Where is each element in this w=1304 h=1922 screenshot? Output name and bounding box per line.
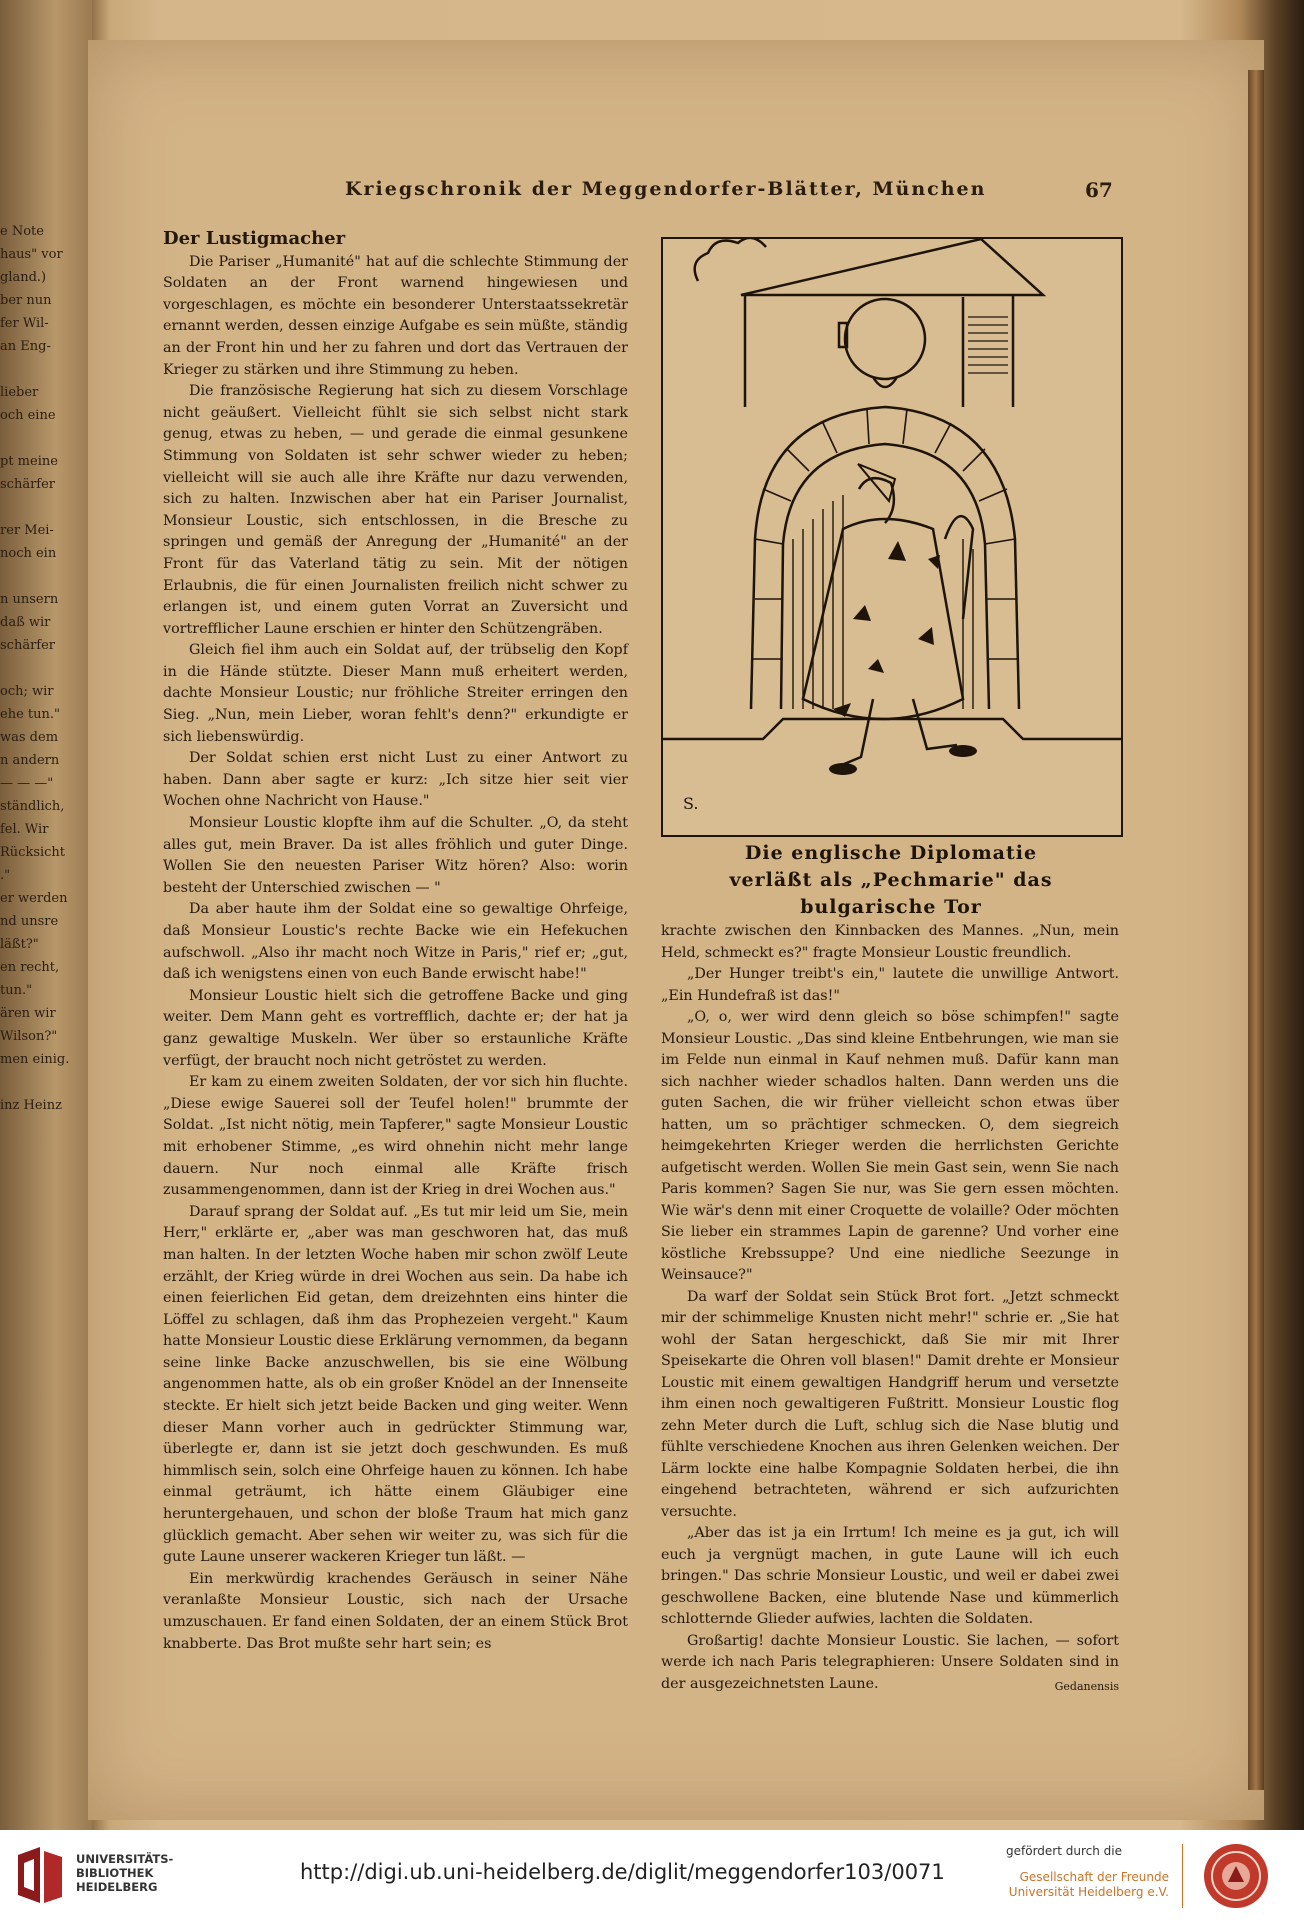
page-header: Kriegschronik der Meggendorfer-Blätter, München [345,178,987,200]
left-page-text-fragment: lieber [0,385,39,400]
cartoon-drawing [663,239,1121,835]
left-page-text-fragment: inz Heinz [0,1098,62,1113]
artist-mark: S. [683,794,699,813]
left-page-text-fragment: haus" vor [0,247,63,262]
article-title: Der Lustigmacher [163,228,346,249]
article-left-column [163,228,628,1655]
cartoon-illustration [661,237,1123,837]
left-page-text-fragment: schärfer [0,638,56,653]
society-name-line: Universität Heidelberg e.V. [1008,1885,1169,1899]
article-paragraph: Die Pariser „Humanité" hat auf die schlechte Stimmung der Soldaten an der Front warnend hingewiesen und vorgeschlagen, es möchte ein besonderer Unterstaatssekretär ernannt werden, dessen einzige Aufgabe es sein müßte, ständig an der Front hin und her zu fahren und dort das Vertrauen der Krieger zu stärken und ihre Stimmung zu heben. [163,253,628,378]
left-page-text-fragment: er werden [0,891,68,906]
left-page-text-fragment: nd unsre [0,914,59,929]
left-page-text-fragment: och; wir [0,684,54,699]
article-paragraph: krachte zwischen den Kinnbacken des Mannes. „Nun, mein Held, schmeckt es?" fragte Monsieur Loustic freundlich. [661,923,1119,961]
article-paragraph: Der Soldat schien erst nicht Lust zu einer Antwort zu haben. Dann aber sagte er kurz: „Ich sitze hier seit vier Wochen ohne Nachricht von Hause." [163,750,628,810]
left-page-text-fragment: daß wir [0,615,51,630]
page-number: 67 [1085,178,1113,202]
left-page-text-fragment: gland.) [0,270,47,285]
article-paragraph: Da warf der Soldat sein Stück Brot fort. „Jetzt schmeckt mir der schimmelige Knusten nicht mehr!" schrie er. „Sie hat wohl der Satan hergeschickt, daß Sie mir mit Ihrer Speisekarte die Ohren voll blasen!" Damit drehte er Monsieur Loustic mit einem gewaltigen Handgriff herum und versetzte ihm einen noch gewaltigeren Fußtritt. Monsieur Loustic flog zehn Meter durch die Luft, schlug sich die Nase blutig und fühlte verschiedene Knochen aus ihren Gelenken weichen. Der Lärm lockte eine halbe Kompagnie Soldaten herbei, die ihn eingehend betrachteten, während er sich aufzurichten versuchte. [661,1288,1119,1520]
society-name-line: Gesellschaft der Freunde [1019,1870,1169,1884]
article-paragraph [661,1631,1119,1696]
author-signature: Gedanensis [1054,1679,1119,1693]
library-name-line: HEIDELBERG [76,1880,158,1894]
article-paragraph: Monsieur Loustic hielt sich die getroffene Backe und ging weiter. Dem Mann geht es vortrefflich, dachte er; der hat ja ganz gewaltige Muskeln. Wer über so erstaunliche Kräfte verfügt, der braucht noch nicht getröstet zu werden. [163,987,628,1069]
article-paragraph: Monsieur Loustic klopfte ihm auf die Schulter. „O, da steht alles gut, mein Braver. Da ist alles fröhlich und guter Dinge. Wollen Sie den neuesten Pariser Witz hören? Also: worin besteht der Unterschied zwischen — " [163,815,628,896]
left-page-text-fragment: Rücksicht [0,845,66,860]
article-paragraph-text: Großartig! dachte Monsieur Loustic. Sie lachen, — sofort werde ich nach Paris telegraphieren: Unsere Soldaten sind in der ausgezeichnetsten Laune. [661,1632,1119,1692]
left-page-text-fragment: ären wir [0,1006,56,1021]
permalink-url[interactable]: http://digi.ub.uni-heidelberg.de/diglit/meggendorfer103/0071 [300,1860,945,1884]
left-page-text-fragment: läßt?" [0,937,39,952]
left-page-text-fragment: ständlich, [0,799,65,814]
article-paragraph: Er kam zu einem zweiten Soldaten, der vor sich hin fluchte. „Diese ewige Sauerei soll der Teufel holen!" brummte der Soldat. „Ist nicht nötig, mein Tapferer," sagte Monsieur Loustic mit erhobener Stimme, „es wird ohnehin nicht mehr lange dauern. Nur noch einmal alle Kräfte frisch zusammengenommen, dann ist der Krieg in drei Wochen aus." [163,1074,628,1199]
left-page-text-fragment: rer Mei- [0,523,54,538]
society-name [984,1870,1169,1900]
library-footer [0,1830,1304,1922]
article-paragraph: Gleich fiel ihm auch ein Soldat auf, der trübselig den Kopf in die Hände stützte. Dieser Mann muß erheitert werden, dachte Monsieur Loustic; nur fröhliche Streiter erringen den Sieg. „Nun, mein Lieber, woran fehlt's denn?" erkundigte er sich liebenswürdig. [163,642,628,745]
caption-line-2: verläßt als „Pechmarie" das bulgarische Tor [729,869,1053,918]
university-seal-icon [1202,1842,1270,1910]
left-page-text-fragment: ehe tun." [0,707,60,722]
left-page-text-fragment: noch ein [0,546,57,561]
left-page-text-fragment: ." [0,868,11,883]
left-page-text-fragment: n andern [0,753,60,768]
cartoon-caption [661,840,1121,921]
left-page-text-fragment: an Eng- [0,339,51,354]
article-paragraph: „O, o, wer wird denn gleich so böse schimpfen!" sagte Monsieur Loustic. „Das sind kleine Entbehrungen, wie man sie im Felde nun einmal in Kauf nehmen muß. Dafür kann man sich nachher wieder schadlos halten. Dann werden uns die guten Sachen, die wir früher vielleicht schon etwas über hatten, um so prächtiger schmecken. O, dem siegreich heimgekehrten Krieger werden die herrlichsten Gerichte aufgetischt werden. Wollen Sie mein Gast sein, wenn Sie nach Paris kommen? Sagen Sie nur, was Sie gern essen möchten. Wie wär's denn mit einer Croquette de volaille? Oder möchten Sie lieber ein strammes Lapin de garenne? Und vorher eine köstliche Krebssuppe? Und eine niedliche Seezunge in Weinsauce?" [661,1009,1119,1283]
left-page-text-fragment: och eine [0,408,56,423]
university-library-logo-icon [14,1845,66,1905]
article-paragraph: Darauf sprang der Soldat auf. „Es tut mir leid um Sie, mein Herr," erklärte er, „aber was man geschworen hat, das muß man halten. In der letzten Woche haben mir schon zwölf Leute erzählt, der Krieg würde in drei Wochen aus sein. Da habe ich einen feierlichen Eid getan, dem dreizehnten eins hinter die Löffel zu schlagen, daß ihm das Prophezeien vergeht." Kaum hatte Monsieur Loustic diese Erklärung vernommen, da begann seine linke Backe anzuschwellen, bis sie eine Wölbung angenommen hatte, als ob ein großer Knödel an der Innenseite steckte. Er hielt sich jetzt beide Backen und ging weiter. Wenn dieser Mann vorher auch in gedrückter Stimmung war, überlegte er, dann ist sie jetzt doch geschwunden. Es muß himmlisch sein, solch eine Ohrfeige hauen zu können. Ich habe einmal geträumt, ich hätte einem Gläubiger eine heruntergehauen, und schon der bloße Traum hat mich ganz glücklich gemacht. Aber sehen wir weiter zu, was sich für die gute Laune unserer wackeren Krieger tun läßt. — [163,1203,628,1566]
article-paragraph: Da aber haute ihm der Soldat eine so gewaltige Ohrfeige, daß Monsieur Loustic's rechte Backe wie ein Hefekuchen aufschwoll. „Also ihr macht noch Witze in Paris," rief er; „gut, daß ich wenigstens einen von euch Bande erwischt habe!" [163,901,628,983]
library-name-line: UNIVERSITÄTS- [76,1852,174,1866]
left-page-text-fragment: tun." [0,983,33,998]
caption-line-1: Die englische Diplomatie [744,842,1038,864]
left-page-text-fragment: — — —" [0,776,54,791]
left-page-text-fragment: ber nun [0,293,52,308]
library-name-line: BIBLIOTHEK [76,1866,154,1880]
left-page-text-fragment: e Note [0,224,44,239]
left-page-text-fragment: n unsern [0,592,59,607]
article-paragraph: „Der Hunger treibt's ein," lautete die unwillige Antwort. „Ein Hundefraß ist das!" [661,966,1119,1004]
left-page-text-fragment: fel. Wir [0,822,49,837]
left-page-text-fragment: was dem [0,730,59,745]
left-page-edge [0,0,92,1830]
left-page-text-fragment: schärfer [0,477,56,492]
article-right-column [661,921,1119,1697]
footer-divider [1182,1844,1183,1908]
page-binding [1248,70,1264,1790]
funded-by-label: gefördert durch die [1006,1844,1122,1858]
article-paragraph: Ein merkwürdig krachendes Geräusch in seiner Nähe veranlaßte Monsieur Loustic, sich nach der Ursache umzuschauen. Er fand einen Soldaten, der an einem Stück Brot knabberte. Das Brot mußte sehr hart sein; es [163,1570,628,1652]
left-page-text-fragment: pt meine [0,454,58,469]
left-page-text-fragment: Wilson?" [0,1029,58,1044]
left-page-text-fragment: fer Wil- [0,316,49,331]
article-paragraph: Die französische Regierung hat sich zu diesem Vorschlage nicht geäußert. Vielleicht fühlt sie sich selbst nicht stark genug, etwas zu heben, — und gerade die einmal gesunkene Stimmung von Soldaten ist sehr schwer wieder zu heben; vielleicht will sie auch alle ihre Kräfte nur dazu verwenden, sich zu halten. Inzwischen aber hat ein Pariser Journalist, Monsieur Loustic, sich entschlossen, in die Bresche zu springen und gemäß der Anregung der „Humanité" an der Front für das Vaterland tätig zu sein. Mit der nötigen Erlaubnis, die für einen Journalisten freilich nicht schwer zu erlangen ist, und einem guten Vorrat an Zuversicht und vortrefflicher Laune erschien er hinter den Schützengräben. [163,383,628,637]
left-page-text-fragment: men einig. [0,1052,70,1067]
library-name [76,1852,173,1894]
left-page-text-fragment: en recht, [0,960,60,975]
article-paragraph: „Aber das ist ja ein Irrtum! Ich meine es ja gut, ich will euch ja vergnügt machen, in gute Laune will ich euch bringen." Das schrie Monsieur Loustic, und weil er dabei zwei geschwollene Backen, eine blutende Nase und kümmerlich schlotternde Glieder aufwies, lachten die Soldaten. [661,1525,1119,1627]
